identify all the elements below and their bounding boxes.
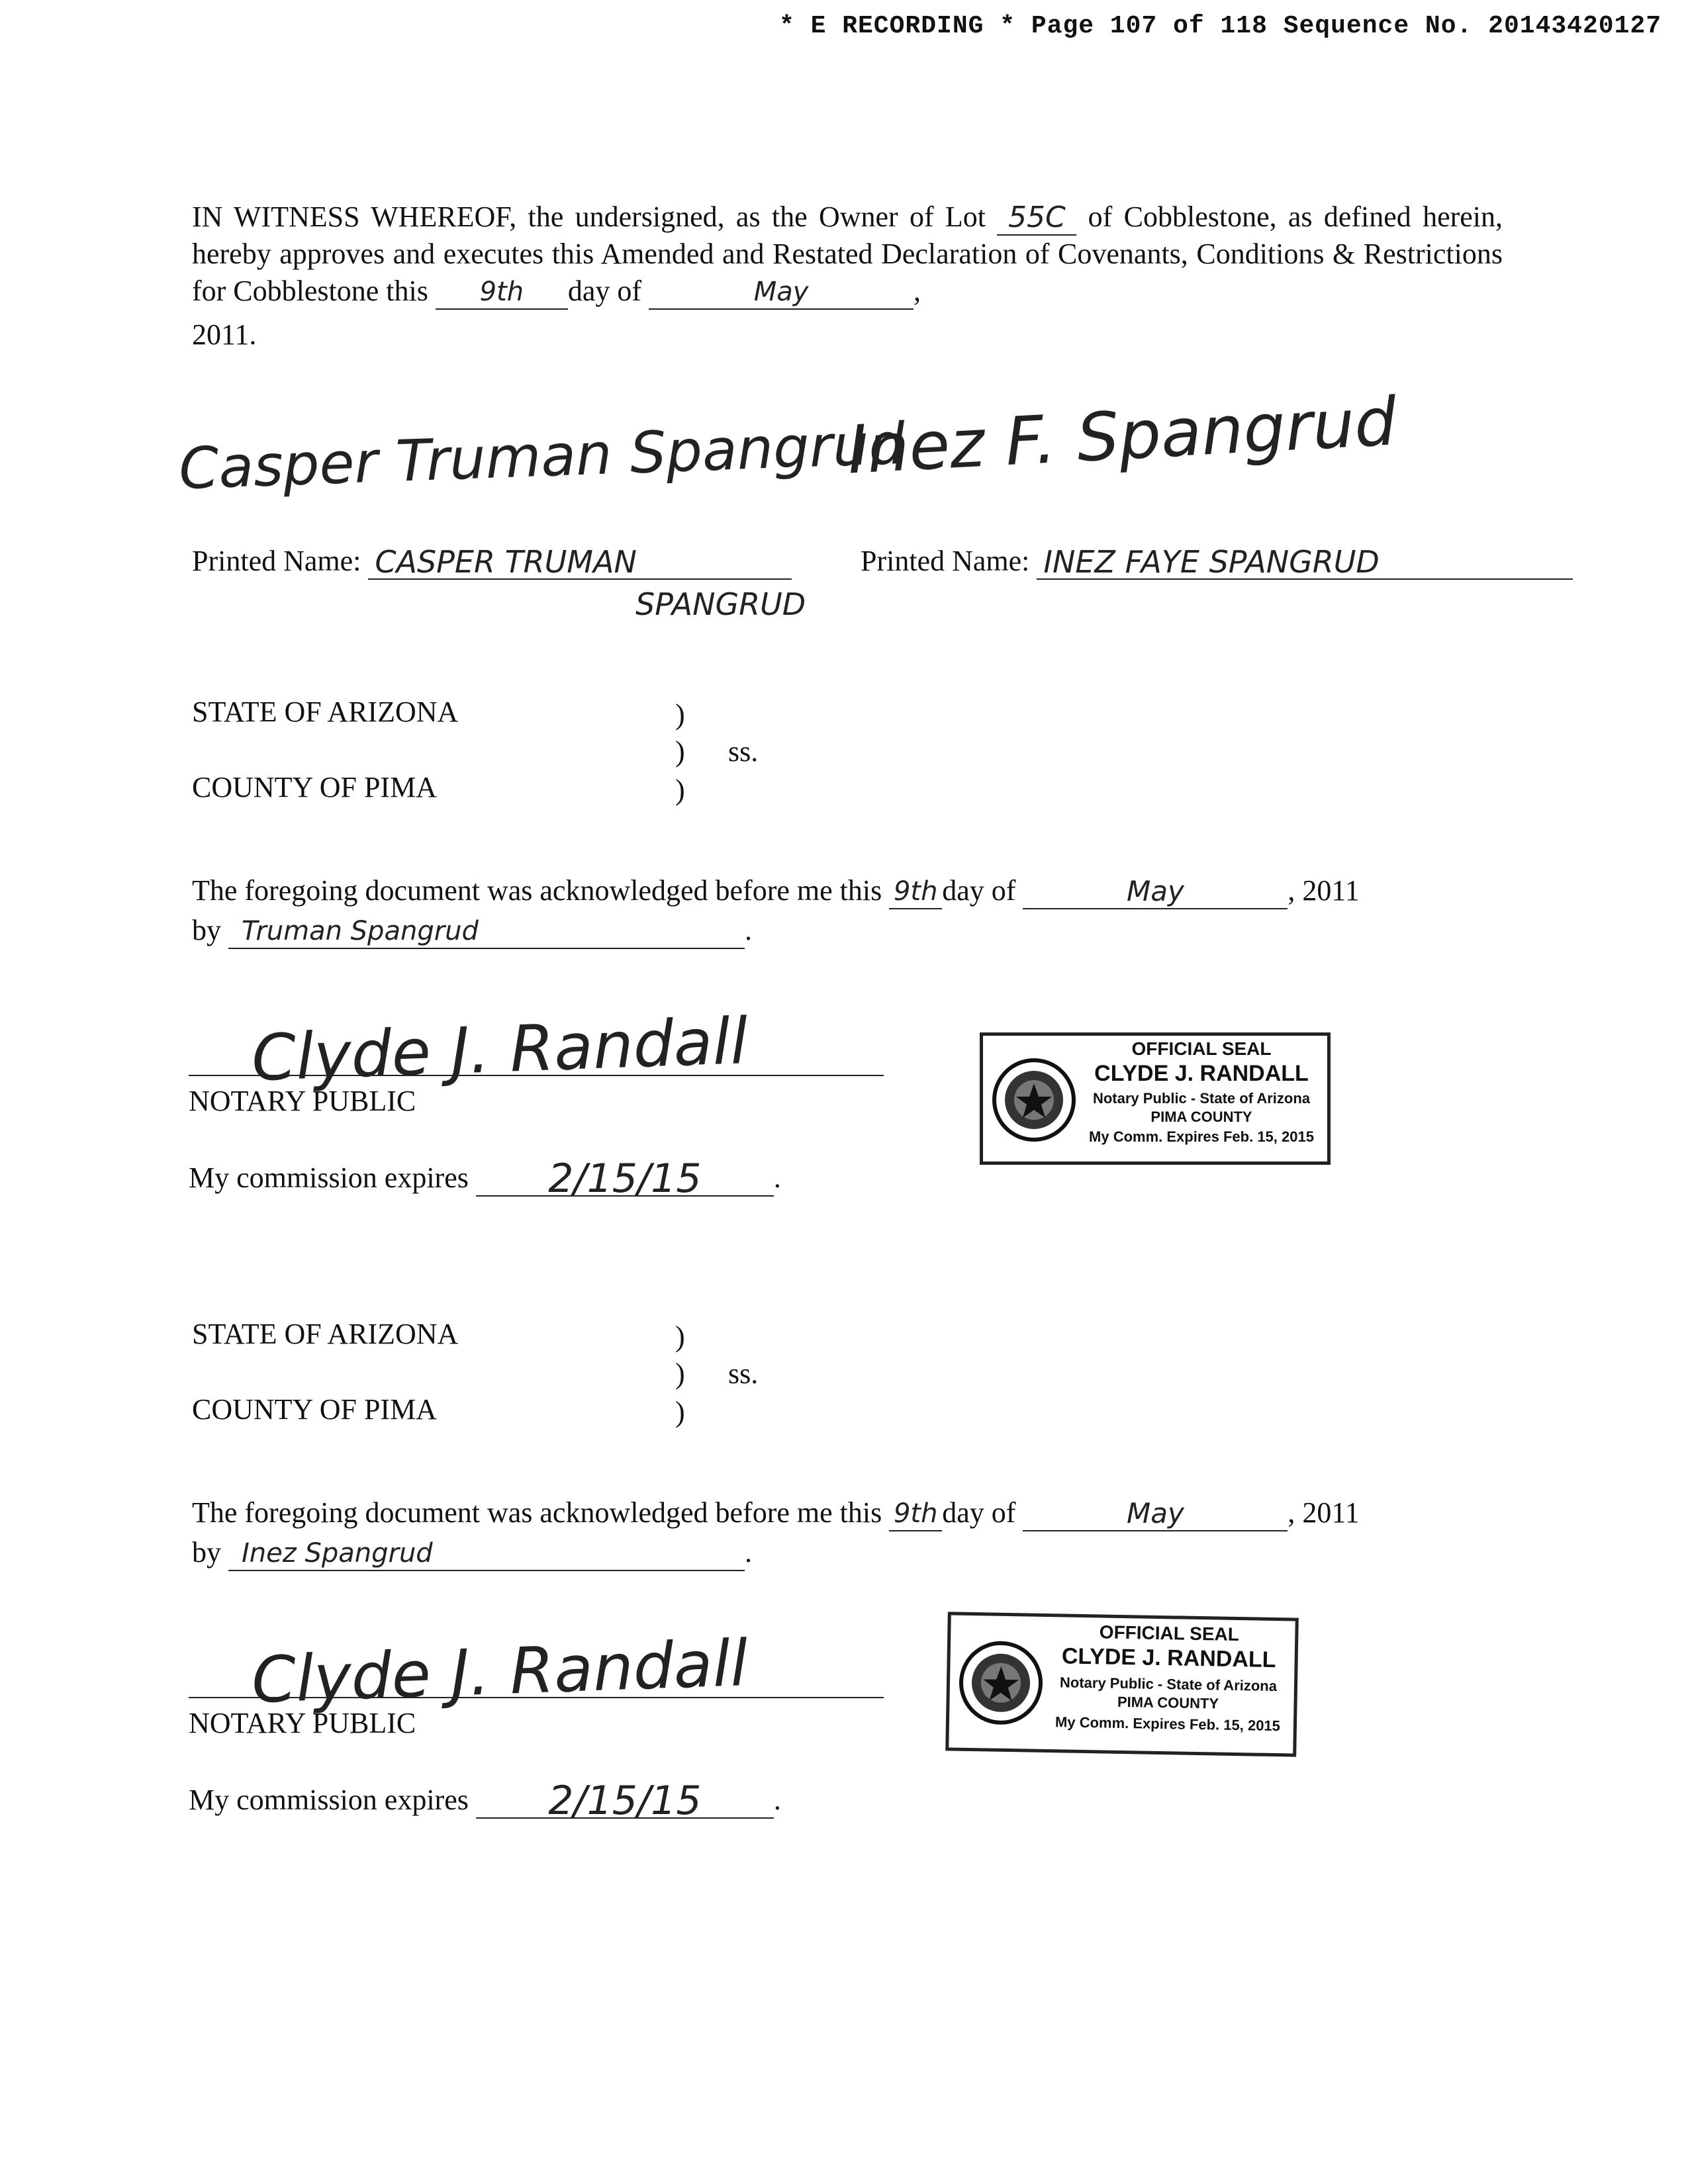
ack1-by-line (192, 912, 752, 949)
ack1-seal-title: OFFICIAL SEAL (1131, 1038, 1272, 1059)
witness-text-2: of Cobblestone, as defined herein, hereby approves and executes this Amended and Restated Declaration of Covenants, Conditions & Restrictions for Cobblestone this (192, 201, 1503, 307)
ack2-paren-2: ) (675, 1357, 685, 1390)
printed-name-casper-line2: SPANGRUD (635, 586, 806, 622)
witness-paragraph: IN WITNESS WHEREOF, the undersigned, as the Owner of Lot 55C of Cobblestone, as defined herein, hereby approves and executes this Amended and Restated Declaration of Covenants, Conditions & Restrictions for Cobblestone this 9th day of May , (192, 199, 1503, 310)
arizona-state-seal-icon (957, 1639, 1045, 1727)
ack2-text-1: The foregoing document was acknowledged before me this (192, 1496, 882, 1529)
printed-name-label-2: Printed Name: (861, 545, 1030, 577)
witness-day: 9th (436, 275, 568, 310)
ack1-notary-label: NOTARY PUBLIC (189, 1085, 416, 1117)
printed-name-label: Printed Name: (192, 545, 361, 577)
arizona-state-seal-icon (991, 1057, 1077, 1143)
ack1-commission: My commission expires 2/15/15 . (189, 1156, 781, 1202)
ack2-notary-signature: Clyde J. Randall (250, 1625, 749, 1718)
witness-month: May (649, 275, 914, 310)
ack2-ss: ss. (728, 1357, 759, 1390)
ack1-month: May (1023, 875, 1288, 909)
ack1-seal-name: CLYDE J. RANDALL (1094, 1061, 1309, 1086)
ack2-year: , 2011 (1288, 1496, 1360, 1529)
recording-header: * E RECORDING * Page 107 of 118 Sequence No. 20143420127 (778, 12, 1662, 40)
witness-text-1: IN WITNESS WHEREOF, the undersigned, as the Owner of Lot (192, 201, 986, 233)
ack2-by-label: by (192, 1536, 221, 1569)
signature-casper: Casper Truman Spangrud (177, 410, 906, 503)
printed-name-casper (192, 543, 792, 580)
ack2-statement (192, 1494, 1360, 1531)
ack1-paren-2: ) (675, 735, 685, 768)
witness-year: 2011. (192, 318, 257, 351)
ack1-period: . (745, 914, 752, 946)
ack2-seal-name: CLYDE J. RANDALL (1061, 1643, 1276, 1673)
printed-name-inez-value: INEZ FAYE SPANGRUD (1037, 545, 1573, 580)
ack2-commission-date: 2/15/15 (476, 1784, 774, 1819)
ack2-state: STATE OF ARIZONA (192, 1318, 459, 1350)
ack2-seal-line2: PIMA COUNTY (1117, 1693, 1219, 1712)
ack2-seal-line1: Notary Public - State of Arizona (1059, 1674, 1278, 1695)
ack2-seal-title: OFFICIAL SEAL (1099, 1621, 1240, 1645)
ack2-commission: My commission expires 2/15/15 . (189, 1778, 781, 1824)
ack1-by-label: by (192, 914, 221, 946)
lot-number: 55C (997, 201, 1076, 236)
ack2-text-2: day of (942, 1496, 1016, 1529)
ack1-statement (192, 872, 1360, 909)
ack1-text-2: day of (942, 874, 1016, 907)
ack1-day: 9th (889, 875, 942, 909)
ack2-by-name: Inez Spangrud (228, 1537, 745, 1571)
ack1-commission-label: My commission expires (189, 1161, 469, 1194)
ack1-official-seal (980, 1032, 1331, 1165)
ack1-seal-line2: PIMA COUNTY (1150, 1109, 1252, 1125)
witness-text-3: day of (567, 275, 642, 307)
ack1-commission-date: 2/15/15 (476, 1162, 774, 1197)
ack2-paren-3: ) (675, 1396, 685, 1428)
ack1-ss: ss. (728, 735, 759, 768)
ack2-month: May (1023, 1497, 1288, 1531)
ack2-county: COUNTY OF PIMA (192, 1393, 437, 1426)
ack1-year: , 2011 (1288, 874, 1360, 907)
ack2-paren-1: ) (675, 1320, 685, 1353)
printed-name-inez (861, 543, 1573, 580)
ack2-period: . (745, 1536, 752, 1569)
ack2-official-seal (945, 1612, 1299, 1756)
ack1-seal-line3: My Comm. Expires Feb. 15, 2015 (1089, 1128, 1314, 1145)
printed-name-casper-value: CASPER TRUMAN (368, 545, 792, 580)
ack2-day: 9th (889, 1497, 942, 1531)
ack2-commission-label: My commission expires (189, 1784, 469, 1816)
ack1-seal-line1: Notary Public - State of Arizona (1092, 1090, 1310, 1107)
ack1-by-name: Truman Spangrud (228, 915, 745, 949)
ack1-state: STATE OF ARIZONA (192, 696, 459, 728)
ack2-notary-label: NOTARY PUBLIC (189, 1707, 416, 1739)
ack1-text-1: The foregoing document was acknowledged before me this (192, 874, 882, 907)
ack1-notary-signature: Clyde J. Randall (250, 1003, 749, 1096)
signature-inez: Inez F. Spangrud (845, 383, 1399, 489)
ack1-paren-3: ) (675, 774, 685, 806)
ack1-paren-1: ) (675, 698, 685, 731)
ack2-by-line (192, 1534, 752, 1571)
ack2-seal-line3: My Comm. Expires Feb. 15, 2015 (1055, 1713, 1281, 1735)
ack1-county: COUNTY OF PIMA (192, 771, 437, 803)
